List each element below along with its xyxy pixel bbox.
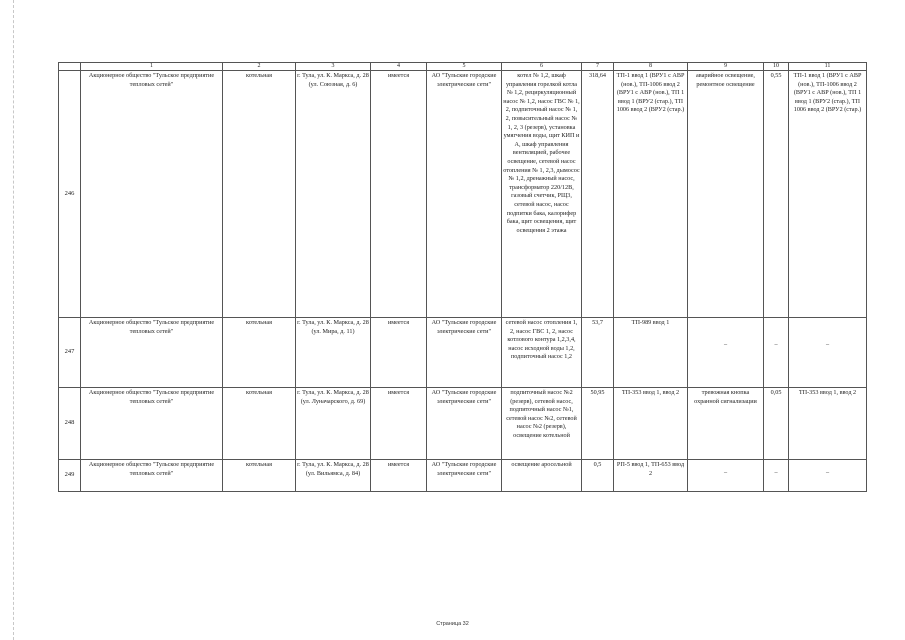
emergency-power-cell bbox=[764, 318, 789, 388]
object-cell: котельная bbox=[223, 71, 296, 318]
emergency-source-cell bbox=[789, 318, 867, 388]
owner-cell: Акционерное общество "Тульское предприятие тепловых сетей" bbox=[81, 388, 223, 460]
dash-mark: – bbox=[825, 469, 830, 476]
supplier-cell: АО "Тульские городские электрические сети" bbox=[427, 318, 502, 388]
table-row bbox=[59, 460, 867, 492]
emergency-power-cell: 0,05 bbox=[764, 388, 789, 460]
row-number: 246 bbox=[59, 71, 81, 318]
equipment-cell: подпиточный насос №2 (резерв), сетевой насос, подпиточный насос №1, сетевой насос №2, сетевой насос №2 (резерв), освещение котельной bbox=[502, 388, 582, 460]
address-cell: г. Тула, ул. К. Маркса, д. 28 (ул. Вильямса, д. 84) bbox=[296, 460, 371, 492]
header-cell: 1 bbox=[81, 63, 223, 71]
address-cell: г. Тула, ул. К. Маркса, д. 28 (ул. Мира, д. 11) bbox=[296, 318, 371, 388]
available-cell: имеется bbox=[371, 460, 427, 492]
source-cell: РП-5 ввод 1, ТП-653 ввод 2 bbox=[614, 460, 688, 492]
address-cell: г. Тула, ул. К. Маркса, д. 28 (ул. Луначарского, д. 69) bbox=[296, 388, 371, 460]
header-cell-empty bbox=[59, 63, 81, 71]
row-number: 248 bbox=[59, 388, 81, 460]
header-cell: 8 bbox=[614, 63, 688, 71]
header-cell: 5 bbox=[427, 63, 502, 71]
binding-margin-line bbox=[13, 0, 14, 640]
emergency-power-cell bbox=[764, 460, 789, 492]
emergency-source-cell: ТП-1 ввод 1 (ВРУ1 с АВР (нов.), ТП-1006 ввод 2 (ВРУ1 с АВР (нов.), ТП 1 ввод 1 (ВРУ2 (стар.), ТП 1006 ввод 2 (ВРУ2 (стар.) bbox=[789, 71, 867, 318]
dash-mark: – bbox=[774, 469, 778, 476]
equipment-cell: котел № 1,2, шкаф управления горелкой котла № 1,2, рециркуляционный насос № 1,2, насос ГВС № 1, 2, подпиточный насос № 1, 2, повысительный насос № 1, 2, 3 (резерв), установка умягчения воды, щит КИП и А, шкаф управления вентиляцией, рабочее освещение, сетевой насос отопления № 1, 2,3, дымосос № 1,2, дренажный насос, трансформатор 220/12В, газовый счетчик, РЩ3, сетевой насос, насос подпитки бака, калорифер бака, щит освещения, щит освещения 2 этажа bbox=[502, 71, 582, 318]
header-cell: 6 bbox=[502, 63, 582, 71]
emergency-source-cell bbox=[789, 460, 867, 492]
header-cell: 11 bbox=[789, 63, 867, 71]
address-cell: г. Тула, ул. К. Маркса, д. 28 (ул. Союзная, д. 6) bbox=[296, 71, 371, 318]
object-cell: котельная bbox=[223, 460, 296, 492]
object-cell: котельная bbox=[223, 318, 296, 388]
dash-mark: – bbox=[774, 341, 778, 348]
supplier-cell: АО "Тульские городские электрические сети" bbox=[427, 71, 502, 318]
equipment-cell: сетевой насос отопления 1, 2, насос ГВС 1, 2, насос котлового контура 1,2,3,4, насос исходной воды 1,2, подпиточный насос 1,2 bbox=[502, 318, 582, 388]
supplier-cell: АО "Тульские городские электрические сети" bbox=[427, 388, 502, 460]
object-cell: котельная bbox=[223, 388, 296, 460]
supplier-cell: АО "Тульские городские электрические сети" bbox=[427, 460, 502, 492]
source-cell: ТП-353 ввод 1, ввод 2 bbox=[614, 388, 688, 460]
row-number: 247 bbox=[59, 318, 81, 388]
header-cell: 10 bbox=[764, 63, 789, 71]
emergency-power-cell: 0,55 bbox=[764, 71, 789, 318]
power-cell: 318,64 bbox=[582, 71, 614, 318]
available-cell: имеется bbox=[371, 318, 427, 388]
page-footer: Страница 32 bbox=[436, 621, 469, 627]
available-cell: имеется bbox=[371, 388, 427, 460]
emergency-cell: аварийное освещение, ремонтное освещение bbox=[688, 71, 764, 318]
dash-mark: – bbox=[723, 469, 728, 476]
table-row bbox=[59, 71, 867, 318]
dash-mark: – bbox=[825, 341, 830, 348]
source-cell: ТП-1 ввод 1 (ВРУ1 с АВР (нов.), ТП-1006 ввод 2 (ВРУ1 с АВР (нов.), ТП 1 ввод 1 (ВРУ2 (стар.), ТП 1006 ввод 2 (ВРУ2 (стар.) bbox=[614, 71, 688, 318]
power-cell: 0,5 bbox=[582, 460, 614, 492]
emergency-cell bbox=[688, 318, 764, 388]
data-table bbox=[58, 62, 867, 492]
dash-mark: – bbox=[723, 341, 728, 348]
available-cell: имеется bbox=[371, 71, 427, 318]
owner-cell: Акционерное общество "Тульское предприятие тепловых сетей" bbox=[81, 71, 223, 318]
owner-cell: Акционерное общество "Тульское предприятие тепловых сетей" bbox=[81, 318, 223, 388]
equipment-cell: освещение аросельной bbox=[502, 460, 582, 492]
source-cell: ТП-989 ввод 1 bbox=[614, 318, 688, 388]
row-number: 249 bbox=[59, 460, 81, 492]
header-cell: 3 bbox=[296, 63, 371, 71]
emergency-cell bbox=[688, 460, 764, 492]
header-cell: 4 bbox=[371, 63, 427, 71]
power-cell: 53,7 bbox=[582, 318, 614, 388]
emergency-cell: тревожная кнопка охранной сигнализации bbox=[688, 388, 764, 460]
power-cell: 50,95 bbox=[582, 388, 614, 460]
header-cell: 7 bbox=[582, 63, 614, 71]
column-number-row bbox=[59, 63, 867, 71]
emergency-source-cell: ТП-353 ввод 1, ввод 2 bbox=[789, 388, 867, 460]
table-row bbox=[59, 388, 867, 460]
header-cell: 9 bbox=[688, 63, 764, 71]
owner-cell: Акционерное общество "Тульское предприятие тепловых сетей" bbox=[81, 460, 223, 492]
header-cell: 2 bbox=[223, 63, 296, 71]
table-row bbox=[59, 318, 867, 388]
